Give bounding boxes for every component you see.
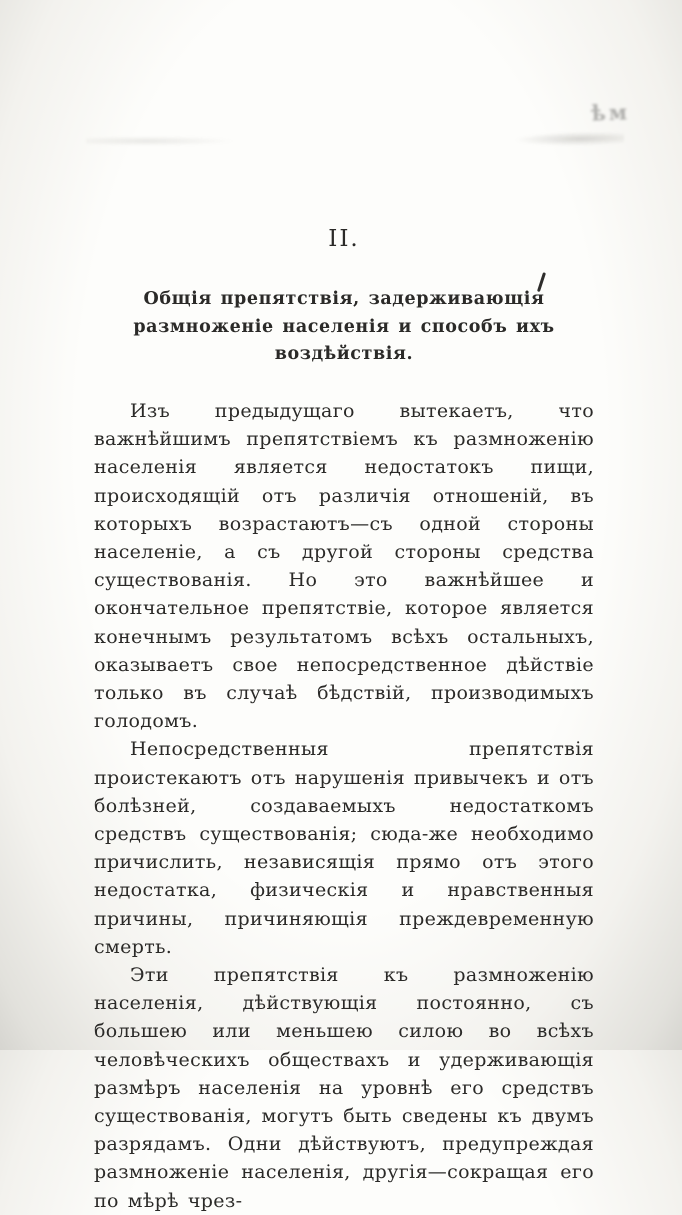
chapter-number: II. — [328, 226, 360, 252]
text-block — [94, 0, 594, 1215]
paragraph-3: Эти препятствія къ размноженію населенія, дѣйствующія постоянно, съ большею или меньшею силою во всѣхъ человѣческихъ обществахъ и удерживающія размѣръ населенія на уровнѣ его средствъ существованія, могутъ быть сведены къ двумъ разрядамъ. Одни дѣйствуютъ, предупреждая размноженіе населенія, другія—сокращая его по мѣрѣ чрез- — [94, 963, 594, 1212]
paragraph-1: Изъ предыдущаго вытекаетъ, что важнѣйшимъ препятствіемъ къ размноженію населенія является недостатокъ пищи, происходящій отъ различія отношеній, въ которыхъ возрастаютъ—съ одной стороны населеніе, а съ другой стороны средства существованія. Но это важнѣйшее и окончательное препятствіе, которое является конечнымъ результатомъ всѣхъ остальныхъ, оказываетъ свое непосредственное дѣйствіе только въ случаѣ бѣдствій, производимыхъ голодомъ. — [94, 399, 594, 733]
chapter-heading: Общія препятствія, задерживающія размноженіе населенія и способъ ихъ воздѣйствія. — [133, 289, 555, 365]
scan-artifact-text: ѣм — [590, 99, 631, 126]
paragraph-2: Непосредственныя препятствія проистекаютъ отъ нарушенія привычекъ и отъ болѣзней, создаваемыхъ недостаткомъ средствъ существованія; сюда-же необходимо причислить, независящія прямо отъ этого недостатка, физическія и нравственныя причины, причиняющія преждевременную смерть. — [94, 738, 594, 958]
